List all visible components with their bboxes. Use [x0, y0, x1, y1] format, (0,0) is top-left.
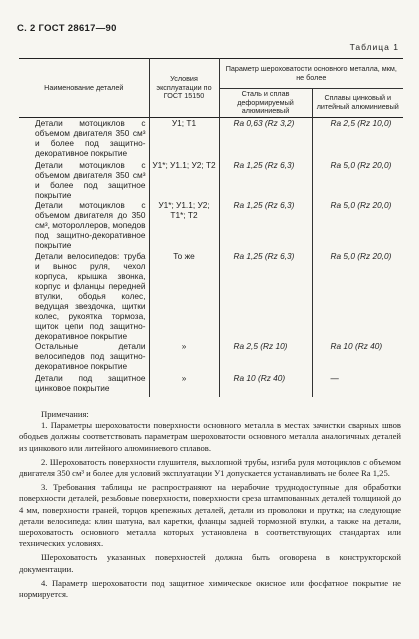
cell-name: Детали мотоциклов с объемом двигателя 350 см³ и более под защитное покрытие [35, 160, 146, 200]
notes-title: Примечания: [41, 409, 89, 419]
cell-steel: Ra 1,25 (Rz 6,3) [219, 200, 312, 251]
table-label: Таблица 1 [349, 42, 399, 52]
cell-steel: Ra 10 (Rz 40) [219, 373, 312, 397]
col-header-steel: Сталь и сплав деформируемый алюминиевый [219, 89, 312, 118]
note-item: Шероховатость указанных поверхностей должна быть оговорена в конструкторской документации. [19, 552, 401, 574]
cell-steel: Ra 1,25 (Rz 6,3) [219, 160, 312, 200]
table-row [19, 341, 403, 373]
col-header-zinc: Сплавы цинковый и литейный алюминиевый [312, 89, 403, 118]
cell-conditions: » [149, 373, 219, 397]
note-item: 3. Требования таблицы не распространяют на нерабочие труднодоступные для обработки поверхности деталей, резьбовые поверхности, поверхности среза штампованных деталей толщиной до 4 мм, поверхности граней, торцов крепежных деталей, детали из проволоки и прутка; на следующие детали велосипеда: клин шатуна, вал каретки, фланцы задней тормозной втулки, а также на детали, шероховатость основного металла которых установлена в соответствующих стандартах или технических условиях. [19, 482, 401, 549]
cell-zinc: Ra 10 (Rz 40) [312, 341, 403, 373]
roughness-table [19, 58, 403, 397]
cell-zinc: Ra 5,0 (Rz 20,0) [312, 251, 403, 341]
col-header-parameter: Параметр шероховатости основного металла, мкм, не более [219, 59, 403, 89]
page-header: С. 2 ГОСТ 28617—90 [17, 23, 117, 34]
cell-conditions: То же [149, 251, 219, 341]
note-item: 1. Параметры шероховатости поверхности основного металла в местах зачистки сварных швов ободьев должны соответствовать параметрам шероховатости основного металла аналогичных деталей из цинкового или литейного алюминиевого сплавов. [19, 420, 401, 453]
cell-zinc: — [312, 373, 403, 397]
cell-conditions: У1*; У1.1; У2; Т2 [149, 160, 219, 200]
cell-name: Остальные детали велосипедов под защитно-декоративное покрытие [35, 341, 146, 371]
cell-name: Детали мотоциклов с объемом двигателя до 350 см³, мотороллеров, мопедов под защитно-декоративное покрытие [35, 200, 146, 250]
col-header-name: Наименование деталей [44, 82, 124, 92]
cell-steel: Ra 2,5 (Rz 10) [219, 341, 312, 373]
note-item: 2. Шероховатость поверхности глушителя, выхлопной трубы, изгиба руля мотоциклов с объемом двигателя 350 см³ и более для условий эксплуатации У1 допускается устанавливать не более Ra 1,25. [19, 456, 401, 479]
table-row [19, 160, 403, 200]
col-header-conditions: Условия эксплуатации по ГОСТ 15150 [149, 59, 219, 118]
table-row [19, 373, 403, 397]
cell-name: Детали мотоциклов с объемом двигателя 350 см³ и более под защитно-декоративное покрытие [35, 117, 146, 158]
cell-conditions: » [149, 341, 219, 373]
notes-section [19, 409, 401, 603]
cell-steel: Ra 1,25 (Rz 6,3) [219, 251, 312, 341]
table-row [19, 251, 403, 341]
cell-conditions: У1*; У1.1; У2; Т1*; Т2 [149, 200, 219, 251]
cell-steel: Ra 0,63 (Rz 3,2) [219, 117, 312, 160]
note-item: 4. Параметр шероховатости под защитное химическое окисное или фосфатное покрытие не нормируется. [19, 577, 401, 600]
cell-zinc: Ra 5,0 (Rz 20,0) [312, 160, 403, 200]
cell-zinc: Ra 5,0 (Rz 20,0) [312, 200, 403, 251]
table-row [19, 200, 403, 251]
table-row [19, 117, 403, 160]
cell-name: Детали велосипедов: труба и вынос руля, чехол корпуса, крышка звонка, корпус и фланцы передней втулки, ободья колес, ведущая звездочка, щитки колес, рукоятка тормоза, щиток цепи под защитно-декоративное покрытие [35, 251, 146, 341]
cell-name: Детали под защитное цинковое покрытие [35, 373, 146, 393]
cell-zinc: Ra 2,5 (Rz 10,0) [312, 117, 403, 160]
cell-conditions: У1; Т1 [149, 117, 219, 160]
